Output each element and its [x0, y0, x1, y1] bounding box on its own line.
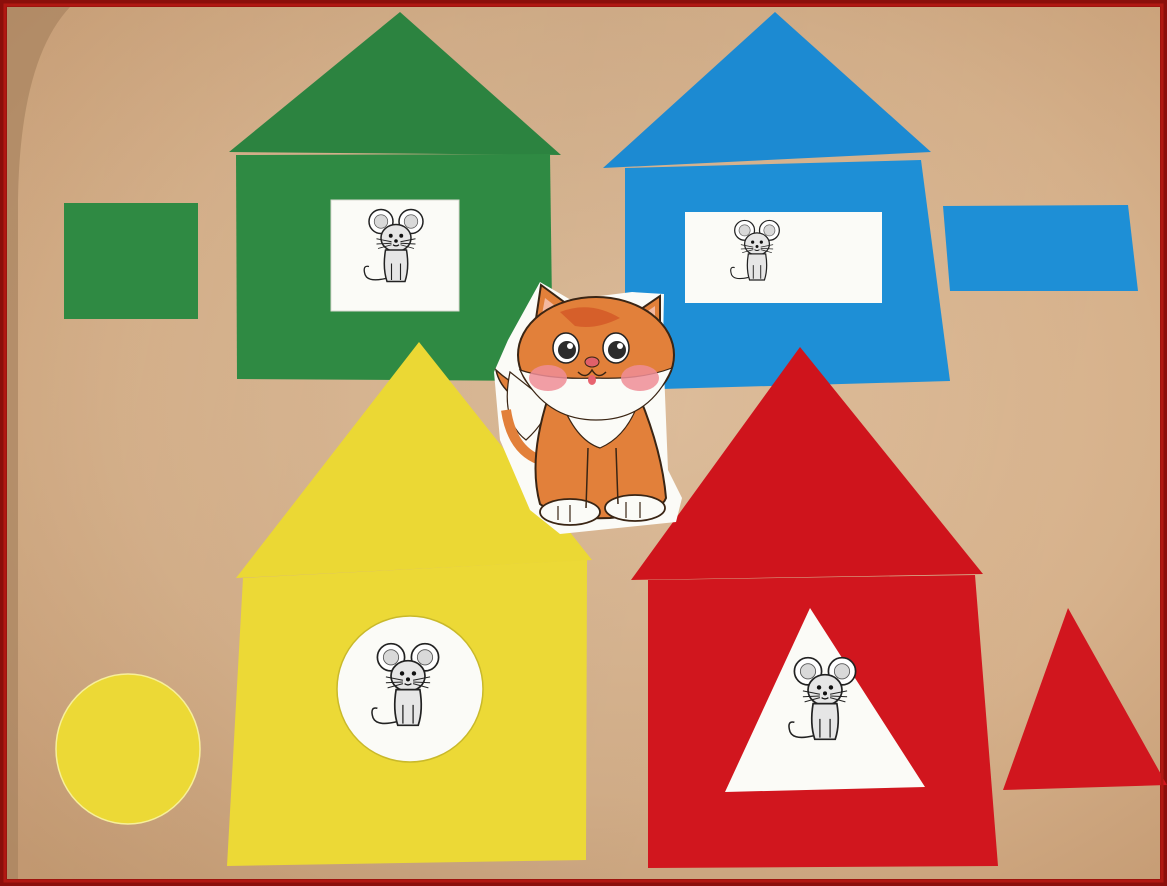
cat-cheek-left	[529, 365, 567, 391]
cat-tongue	[588, 375, 596, 385]
cat-nose	[585, 357, 599, 367]
yellow-circle[interactable]	[56, 674, 200, 824]
cat-cheek-right	[621, 365, 659, 391]
blue-rectangle[interactable]	[943, 205, 1138, 291]
green-square[interactable]	[64, 203, 198, 319]
blue-rect-window	[685, 212, 882, 303]
cat-paw-right	[605, 495, 665, 521]
